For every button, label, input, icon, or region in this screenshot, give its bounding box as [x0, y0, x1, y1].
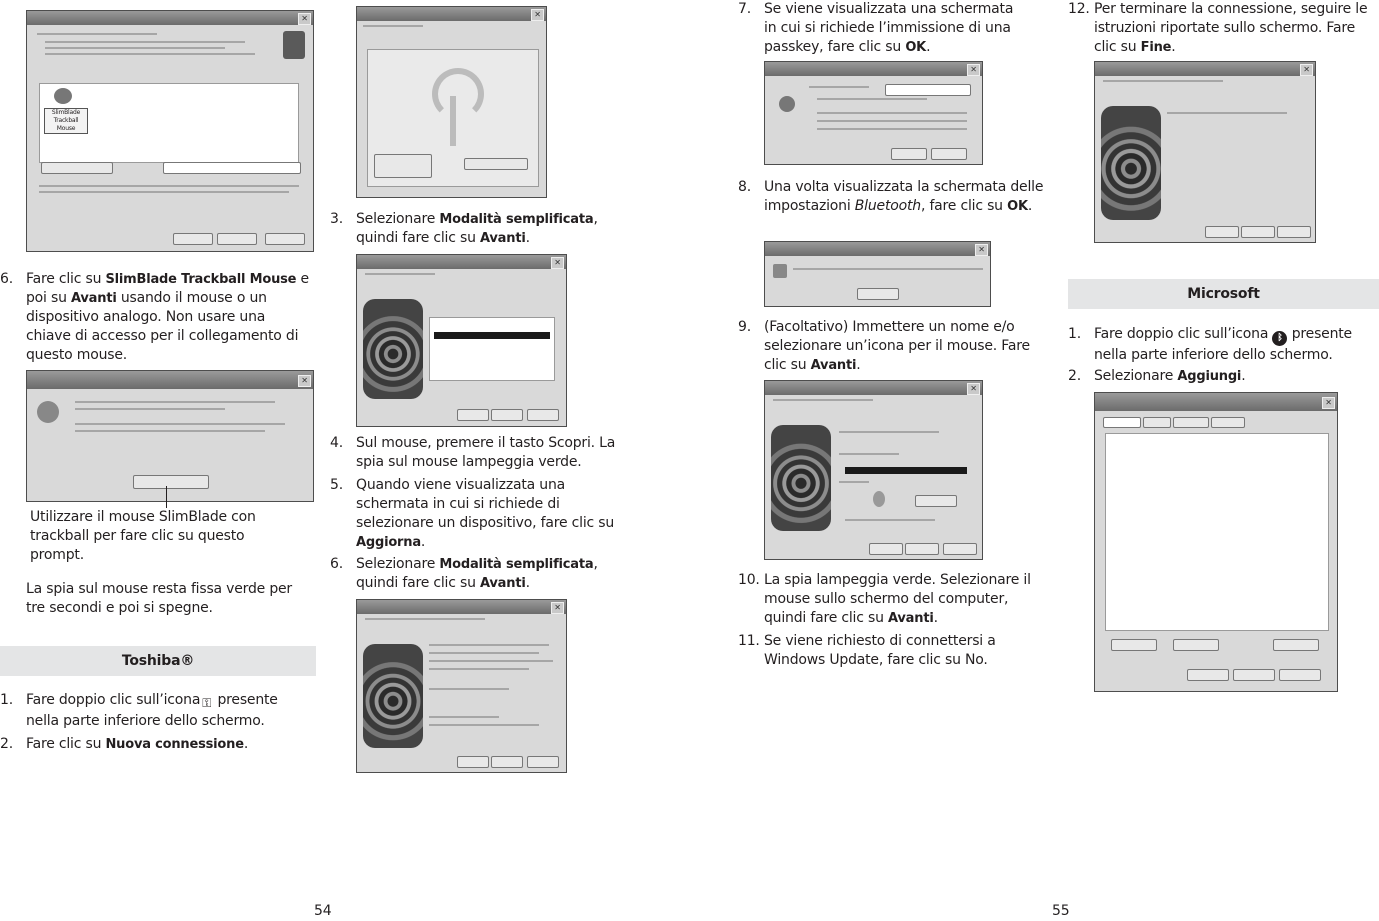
screenshot-passkey — [764, 61, 983, 165]
device-list — [39, 83, 299, 163]
window-titlebar — [765, 381, 982, 395]
toshiba-step-2: 2. Fare clic su Nuova connessione. — [0, 736, 249, 752]
close-icon: ✕ — [298, 13, 311, 25]
toshiba-section-bar: Toshiba® — [0, 646, 316, 676]
window-titlebar — [357, 7, 546, 21]
close-icon: ✕ — [551, 602, 564, 614]
window-titlebar — [1095, 393, 1337, 411]
step-3: 3. Selezionare Modalità semplificata, quindi fare clic su Avanti. — [330, 211, 598, 246]
close-icon: ✕ — [531, 9, 544, 21]
antenna-icon — [432, 68, 484, 120]
close-icon: ✕ — [975, 244, 988, 256]
caption-pointer-line — [166, 486, 167, 508]
step-5: 5. Quando viene visualizzata una schermata in cui si richiede di selezionare un dispositivo, fare clic su Aggiorna. — [330, 477, 615, 550]
warning-icon — [773, 264, 787, 278]
close-icon: ✕ — [1300, 64, 1313, 76]
device-list — [1105, 433, 1329, 631]
caption-text: Utilizzare il mouse SlimBlade con trackball per fare clic su questo prompt. — [30, 509, 256, 563]
bluetooth-device-icon — [779, 96, 795, 112]
microsoft-step-1: 1. Fare doppio clic sull’icona ᛒ presente nella parte inferiore dello schermo. — [1068, 326, 1352, 363]
window-titlebar — [1095, 62, 1315, 76]
close-icon: ✕ — [967, 383, 980, 395]
ok-button[interactable] — [891, 148, 927, 160]
screenshot-name-icon — [764, 380, 983, 560]
mouse-device-icon — [54, 88, 72, 104]
close-icon: ✕ — [298, 375, 311, 387]
screenshot-wizard-2 — [356, 599, 567, 773]
bluetooth-round-icon: ᛒ — [1272, 331, 1287, 346]
screenshot-bluetooth-settings-ok — [764, 241, 991, 307]
window-titlebar — [765, 62, 982, 76]
window-titlebar — [357, 255, 566, 269]
step-6-left: 6. Fare clic su SlimBlade Trackball Mouse e poi su Avanti usando il mouse o un dispositivo analogo. Non usare una chiave di accesso per il collegamento di questo mouse. — [0, 271, 309, 363]
page-number-left: 54 — [314, 903, 332, 919]
step-12: 12. Per terminare la connessione, seguire le istruzioni riportate sullo schermo. Fare clic su Fine. — [1068, 1, 1368, 55]
confirm-button[interactable] — [133, 475, 209, 489]
microsoft-step-2: 2. Selezionare Aggiungi. — [1068, 368, 1246, 384]
window-titlebar — [765, 242, 990, 256]
close-icon: ✕ — [967, 64, 980, 76]
mouse-icon — [873, 491, 885, 507]
microsoft-section-bar: Microsoft — [1068, 279, 1379, 309]
screenshot-wizard-1 — [356, 254, 567, 427]
ok-button[interactable] — [857, 288, 899, 300]
step-10: 10. La spia lampeggia verde. Selezionare il mouse sullo schermo del computer, quindi fare clic su Avanti. — [738, 572, 1031, 626]
bluetooth-key-icon: ⚿ — [202, 696, 212, 710]
bluetooth-device-icon — [283, 31, 305, 59]
note-text: La spia sul mouse resta fissa verde per tre secondi e poi si spegne. — [26, 581, 292, 616]
device-icon — [37, 401, 59, 423]
close-icon: ✕ — [1322, 397, 1335, 409]
screenshot-confirm-dialog — [26, 370, 314, 502]
step-8: 8. Una volta visualizzata la schermata delle impostazioni Bluetooth, fare clic su OK. — [738, 179, 1044, 214]
add-button[interactable] — [1111, 639, 1157, 651]
step-4: 4. Sul mouse, premere il tasto Scopri. La spia sul mouse lampeggia verde. — [330, 435, 616, 470]
page-number-right: 55 — [1052, 903, 1070, 919]
step-6-col2: 6. Selezionare Modalità semplificata, quindi fare clic su Avanti. — [330, 556, 598, 591]
window-titlebar — [357, 600, 566, 614]
screenshot-select-device — [26, 10, 314, 252]
screenshot-bluetooth-settings — [356, 6, 547, 198]
toshiba-step-1: 1. Fare doppio clic sull’icona ⚿ presente nella parte inferiore dello schermo. — [0, 692, 278, 729]
step-11: 11. Se viene richiesto di connettersi a Windows Update, fare clic su No. — [738, 633, 996, 668]
close-icon: ✕ — [551, 257, 564, 269]
screenshot-finish — [1094, 61, 1316, 243]
step-9: 9. (Facoltativo) Immettere un nome e/o selezionare un’icona per il mouse. Fare clic su Avanti. — [738, 319, 1030, 373]
screenshot-bluetooth-devices — [1094, 392, 1338, 692]
window-titlebar — [27, 371, 313, 389]
step-7: 7. Se viene visualizzata una schermata in cui si richiede l’immissione di una passkey, fare clic su OK. — [738, 1, 1014, 55]
window-titlebar — [27, 11, 313, 25]
device-label: SlimBlade Trackball Mouse — [44, 108, 88, 134]
